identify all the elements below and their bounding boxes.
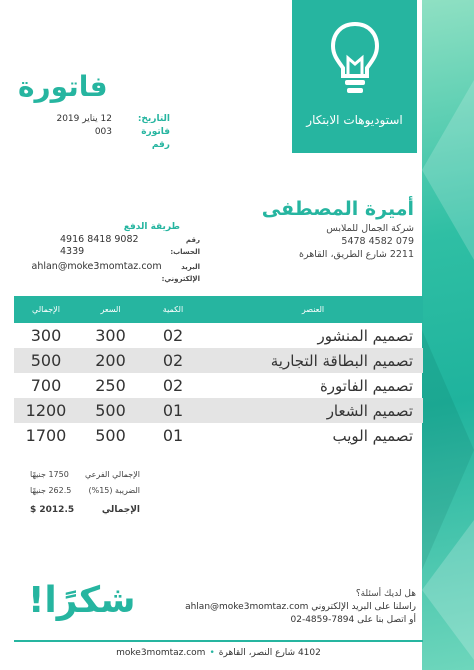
account-label: رقم الحساب:: [170, 236, 200, 256]
row-price: 300: [95, 326, 126, 345]
header-item: العنصر: [301, 305, 325, 314]
row-total: 1200: [25, 401, 67, 420]
row-item: تصميم المنشور: [317, 326, 413, 345]
thanks-text: شكرًا!: [28, 580, 136, 621]
row-price: 200: [95, 351, 126, 370]
invoice-number-label: فاتورة رقم: [141, 127, 170, 150]
row-item: تصميم الشعار: [326, 401, 413, 420]
table-row: [14, 373, 423, 398]
row-qty: 02: [162, 351, 184, 370]
header-price: السعر: [100, 305, 121, 314]
grand-total-value: $ 2012.5: [30, 505, 75, 515]
client-address: 2211 شارع الطريق، القاهرة: [298, 249, 414, 260]
date-label: التاريخ:: [137, 114, 170, 124]
row-item: تصميم البطاقة التجارية: [270, 351, 413, 370]
date-value: 12 يناير 2019: [56, 114, 112, 124]
header-total: الإجمالي: [32, 305, 60, 314]
grand-total-label: الإجمالي: [101, 505, 140, 515]
row-qty: 02: [162, 376, 184, 395]
decorative-side-band: [422, 0, 474, 670]
subtotal-label: الإجمالي الفرعي: [84, 470, 140, 479]
row-qty: 01: [162, 426, 184, 445]
footer-divider: [14, 640, 423, 642]
footer-website: moke3momtaz.com: [116, 648, 206, 658]
footer: 4102 شارع النصر، القاهرة•moke3momtaz.com: [116, 648, 321, 658]
table-row: [14, 423, 423, 448]
payment-details: [31, 234, 200, 285]
invoice-title: فاتورة: [18, 70, 108, 103]
row-price: 250: [95, 376, 126, 395]
tax-value: 262.5 جنيهًا: [30, 486, 72, 495]
row-qty: 02: [162, 326, 184, 345]
company-logo-block: [292, 0, 417, 153]
payment-title: طريقة الدفع: [123, 222, 180, 232]
table-row: [14, 348, 423, 373]
table-row: [14, 323, 423, 348]
email-label: البريد الإلكتروني:: [161, 263, 200, 283]
row-total: 1700: [25, 426, 67, 445]
tax-label: الضريبة (15%): [88, 486, 140, 495]
subtotal-value: 1750 جنيهًا: [30, 470, 69, 479]
header-qty: الكمية: [162, 305, 184, 314]
row-item: تصميم الويب: [332, 426, 413, 445]
phone-line: أو اتصل بنا على 7894-4859-02: [290, 615, 416, 625]
footer-address: 4102 شارع النصر، القاهرة: [218, 648, 321, 658]
row-total: 500: [30, 351, 62, 370]
client-name: أميرة المصطفى: [261, 198, 414, 220]
invoice-meta: [30, 113, 170, 152]
email-value: ahlan@moke3momtaz.com: [31, 261, 162, 272]
items-table: [14, 296, 423, 448]
invoice-number-value: 003: [94, 127, 112, 137]
grand-total: [30, 505, 140, 515]
row-price: 500: [95, 401, 126, 420]
totals-block: [30, 467, 140, 499]
row-qty: 01: [162, 401, 184, 420]
question-line: هل لديك أسئلة؟: [355, 589, 416, 599]
contact-block: [176, 588, 416, 627]
row-total: 700: [30, 376, 62, 395]
row-total: 300: [30, 326, 62, 345]
row-item: تصميم الفاتورة: [319, 376, 413, 395]
table-header: [14, 296, 423, 323]
client-phone: 079 4582 5478: [341, 236, 414, 247]
lightbulb-icon: [329, 20, 381, 98]
table-row: [14, 398, 423, 423]
row-price: 500: [95, 426, 126, 445]
client-company: شركة الجمال للملابس: [326, 223, 414, 234]
company-name: استوديوهات الابتكار: [306, 113, 403, 127]
client-details: [254, 222, 414, 261]
account-value: 4916 8418 9082 4339: [60, 234, 139, 257]
email-line: راسلنا على البريد الإلكتروني ahlan@moke3momtaz.com: [185, 602, 416, 612]
